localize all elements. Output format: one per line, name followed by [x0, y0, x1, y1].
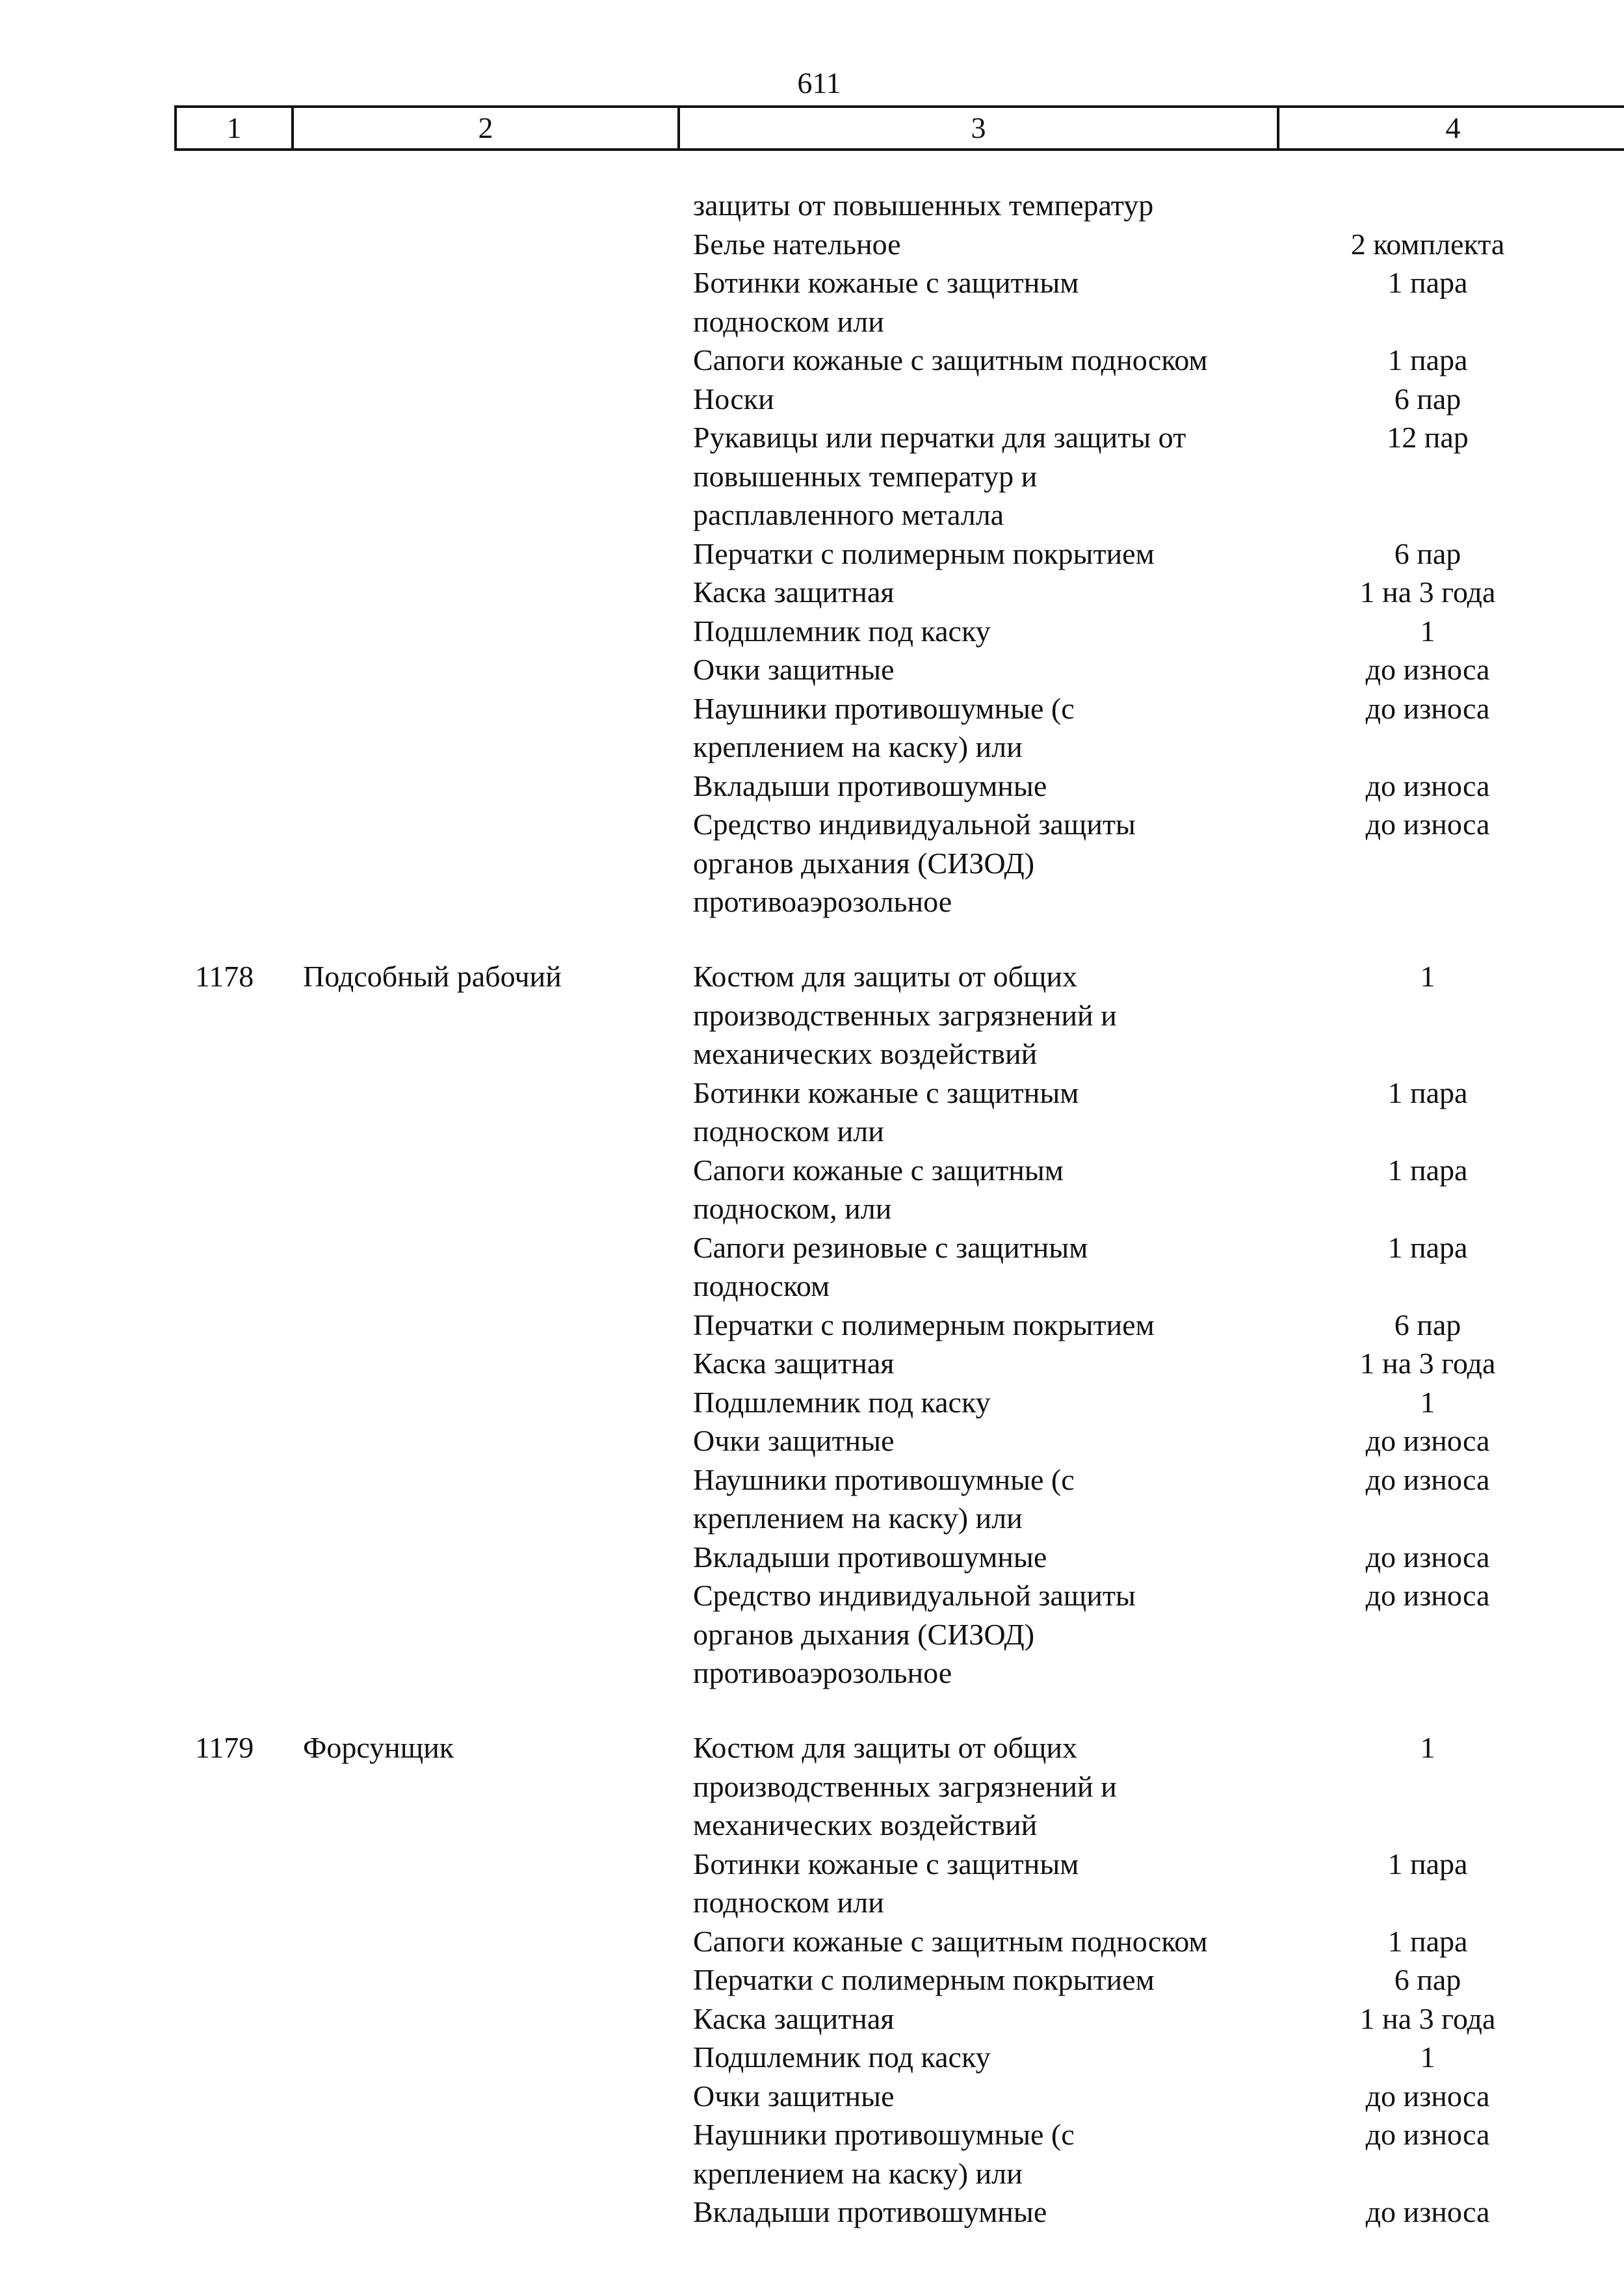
ppe-row [693, 1228, 1624, 1306]
ppe-row [693, 1960, 1624, 1999]
ppe-row [693, 612, 1624, 651]
ppe-item: Сапоги кожаные с защитным подноском [693, 1924, 1208, 1958]
ppe-item: Каска защитная [693, 2001, 895, 2035]
issue-norm: 2 комплекта [1350, 227, 1505, 261]
ppe-row [693, 418, 1624, 534]
issue-norm: 1 пара [1387, 343, 1468, 376]
ppe-item: Перчатки с полимерным покрытием [693, 536, 1155, 570]
ppe-row [693, 2077, 1624, 2116]
ppe-row [693, 1151, 1624, 1228]
entry-1178 [0, 957, 1624, 1693]
ppe-item: Очки защитные [693, 2079, 895, 2113]
ppe-item: Вкладыши противошумные [693, 769, 1047, 802]
ppe-item: Перчатки с полимерным покрытием [693, 1308, 1155, 1341]
ppe-row [693, 2115, 1624, 2193]
ppe-item: Каска защитная [693, 1347, 895, 1380]
entry-number: 1178 [195, 960, 254, 993]
column-header-3: 3 [971, 111, 986, 144]
ppe-row [693, 380, 1624, 419]
entry-1179 [0, 1728, 1624, 2232]
ppe-row [693, 2193, 1624, 2232]
ppe-row [693, 573, 1624, 612]
ppe-item: Ботинки кожаные с защитным подноском или [693, 1075, 1079, 1148]
ppe-row [693, 1074, 1624, 1151]
issue-norm: 1 на 3 года [1359, 575, 1496, 609]
issue-norm: 1 пара [1387, 1153, 1468, 1187]
profession-name: Подсобный рабочий [303, 960, 562, 993]
ppe-item: Очки защитные [693, 1424, 895, 1457]
ppe-item: Наушники противошумные (с креплением на каску) или [693, 1462, 1075, 1535]
issue-norm: до износа [1365, 1579, 1490, 1612]
issue-norm: 6 пар [1394, 1963, 1461, 1996]
issue-norm: до износа [1365, 1540, 1490, 1574]
ppe-row [693, 689, 1624, 767]
ppe-row [693, 957, 1624, 1074]
table-header [174, 105, 1624, 151]
ppe-item: Вкладыши противошумные [693, 2195, 1047, 2228]
page-number: 611 [797, 66, 841, 99]
ppe-item: Каска защитная [693, 575, 895, 609]
issue-norm [1291, 186, 1564, 225]
issue-norm: 6 пар [1394, 1308, 1461, 1341]
ppe-item: Ботинки кожаные с защитным подноском или [693, 266, 1079, 338]
ppe-item: Рукавицы или перчатки для защиты от повышенных температур и расплавленного металла [693, 421, 1186, 531]
ppe-item: Носки [693, 382, 774, 416]
ppe-item: Очки защитные [693, 653, 895, 686]
ppe-item: Средство индивидуальной защиты органов дыхания (СИЗОД) противоаэрозольное [693, 808, 1136, 918]
issue-norm: 6 пар [1394, 536, 1461, 570]
ppe-row [693, 341, 1624, 380]
ppe-item: Костюм для защиты от общих производственных загрязнений и механических воздействий [693, 960, 1117, 1070]
ppe-item: Перчатки с полимерным покрытием [693, 1963, 1155, 1996]
issue-norm: 1 пара [1387, 1230, 1468, 1264]
ppe-item: защиты от повышенных температур [693, 189, 1154, 222]
ppe-item: Подшлемник под каску [693, 2040, 991, 2074]
issue-norm: до износа [1365, 769, 1490, 802]
ppe-row [693, 650, 1624, 689]
issue-norm: 1 пара [1387, 266, 1468, 299]
ppe-row [693, 1306, 1624, 1345]
ppe-item: Подшлемник под каску [693, 614, 991, 648]
issue-norm: до износа [1365, 2195, 1490, 2228]
ppe-row [693, 1922, 1624, 1961]
ppe-item: Подшлемник под каску [693, 1385, 991, 1419]
issue-norm: до износа [1365, 691, 1490, 725]
continuation-block [0, 186, 1624, 921]
issue-norm: 1 [1420, 1731, 1435, 1764]
ppe-row [693, 1999, 1624, 2039]
issue-norm: 1 [1420, 614, 1435, 648]
ppe-row [693, 805, 1624, 921]
ppe-item: Белье нательное [693, 227, 901, 261]
issue-norm: 1 пара [1387, 1075, 1468, 1109]
ppe-row [693, 534, 1624, 574]
issue-norm: до износа [1365, 2079, 1490, 2113]
ppe-item: Ботинки кожаные с защитным подноском или [693, 1847, 1079, 1919]
column-header-4: 4 [1445, 111, 1461, 144]
profession-name: Форсунщик [303, 1731, 454, 1764]
ppe-row [693, 1538, 1624, 1577]
ppe-row [693, 1383, 1624, 1422]
issue-norm: до износа [1365, 1424, 1490, 1457]
ppe-row [693, 1728, 1624, 1845]
issue-norm: 1 на 3 года [1359, 2001, 1496, 2035]
ppe-item: Сапоги кожаные с защитным подноском, или [693, 1153, 1064, 1225]
column-header-1: 1 [226, 111, 242, 144]
ppe-row [693, 1421, 1624, 1460]
issue-norm: 12 пар [1387, 421, 1469, 454]
ppe-item: Костюм для защиты от общих производственных загрязнений и механических воздействий [693, 1731, 1117, 1841]
ppe-row [693, 263, 1624, 341]
ppe-row [693, 1344, 1624, 1383]
issue-norm: 1 [1420, 1385, 1435, 1419]
issue-norm: 1 [1420, 2040, 1435, 2074]
ppe-item: Наушники противошумные (с креплением на каску) или [693, 691, 1075, 763]
ppe-item: Наушники противошумные (с креплением на каску) или [693, 2118, 1075, 2190]
issue-norm: до износа [1365, 1462, 1490, 1496]
issue-norm: до износа [1365, 808, 1490, 841]
ppe-item: Вкладыши противошумные [693, 1540, 1047, 1574]
issue-norm: 1 на 3 года [1359, 1347, 1496, 1380]
ppe-row [693, 186, 1624, 225]
ppe-row [693, 1460, 1624, 1538]
issue-norm: до износа [1365, 653, 1490, 686]
ppe-row [693, 2038, 1624, 2077]
ppe-item: Средство индивидуальной защиты органов дыхания (СИЗОД) противоаэрозольное [693, 1579, 1136, 1689]
entry-number: 1179 [195, 1731, 254, 1764]
issue-norm: 6 пар [1394, 382, 1461, 416]
ppe-item: Сапоги резиновые с защитным подноском [693, 1230, 1088, 1302]
issue-norm: до износа [1365, 2118, 1490, 2151]
issue-norm: 1 [1420, 960, 1435, 993]
ppe-row [693, 1576, 1624, 1693]
ppe-row [693, 767, 1624, 806]
issue-norm: 1 пара [1387, 1924, 1468, 1958]
issue-norm: 1 пара [1387, 1847, 1468, 1880]
ppe-item: Сапоги кожаные с защитным подноском [693, 343, 1208, 376]
ppe-row [693, 1845, 1624, 1922]
column-header-2: 2 [478, 111, 493, 144]
ppe-row [693, 225, 1624, 264]
